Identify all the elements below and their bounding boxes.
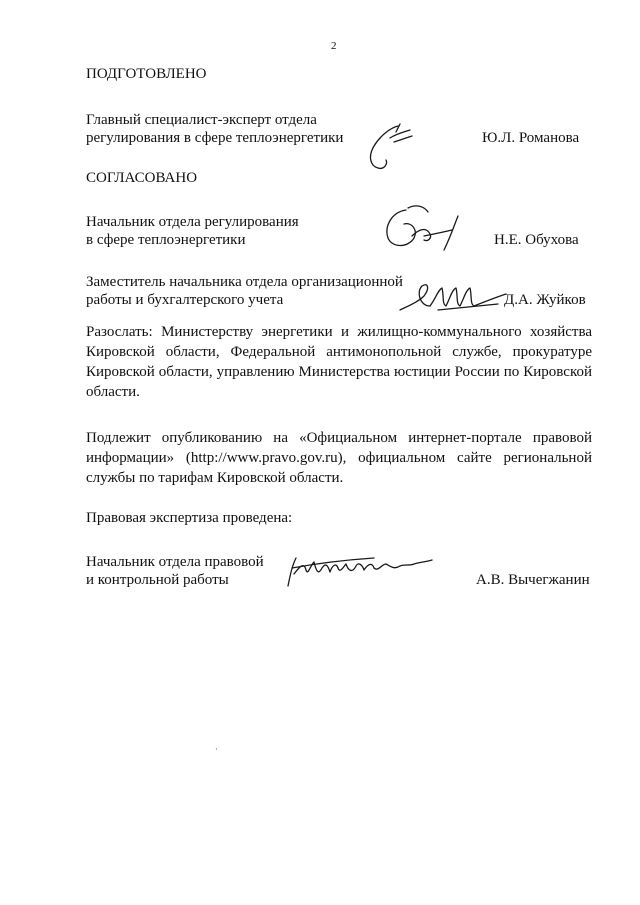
signature-obukhova (378, 200, 468, 254)
legal-review-statement: Правовая экспертиза проведена: (86, 510, 293, 526)
prepared-name: Ю.Л. Романова (482, 130, 580, 146)
publication-text: Подлежит опубликованию на «Официальном интернет-портале правовой информации» (http://www.pravo.gov.ru), официальном сайте региональной службы по тарифам Кировской области. (86, 430, 592, 486)
legal-position-line1: Начальник отдела правовой (86, 554, 264, 570)
legal-position-line2: и контрольной работы (86, 572, 229, 588)
publication-paragraph (86, 428, 592, 488)
signer1-name: Н.Е. Обухова (494, 232, 579, 248)
prepared-position-line2: регулирования в сфере теплоэнергетики (86, 130, 344, 146)
signature-zhuikov (398, 276, 508, 316)
signer2-name: Д.А. Жуйков (504, 292, 586, 308)
signer1-position-line2: в сфере теплоэнергетики (86, 232, 246, 248)
legal-name: А.В. Вычегжанин (476, 572, 590, 588)
signer2-position-line1: Заместитель начальника отдела организационной (86, 274, 403, 290)
page-number: 2 (331, 40, 337, 52)
prepared-heading: ПОДГОТОВЛЕНО (86, 66, 207, 82)
distribution-paragraph (86, 322, 592, 402)
prepared-position-line1: Главный специалист-эксперт отдела (86, 112, 317, 128)
signature-vychegzhanin (284, 548, 434, 590)
agreed-heading: СОГЛАСОВАНО (86, 170, 198, 186)
signer1-position-line1: Начальник отдела регулирования (86, 214, 299, 230)
signer2-position-line2: работы и бухгалтерского учета (86, 292, 284, 308)
distribution-text: Разослать: Министерству энергетики и жилищно-коммунального хозяйства Кировской области, Федеральной антимонопольной службе, прокуратуре Кировской области, управлению Министерства юстиции России по Кировской области. (86, 324, 592, 400)
signature-romanova (360, 118, 420, 174)
